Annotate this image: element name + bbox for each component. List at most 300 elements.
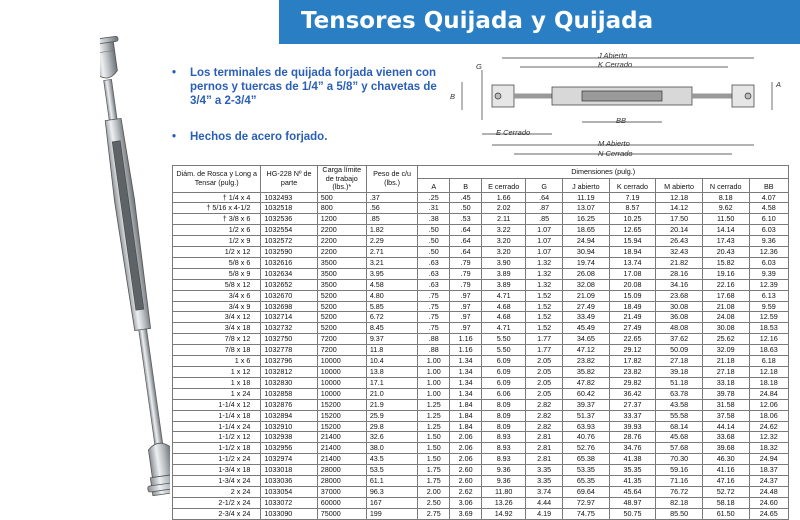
table-cell: 12.18 <box>656 192 703 203</box>
table-cell: 5/8 x 6 <box>173 257 261 268</box>
table-cell: 11.19 <box>563 192 610 203</box>
table-cell: .75 <box>418 290 450 301</box>
table-cell: .88 <box>418 345 450 356</box>
table-cell: 2.11 <box>482 214 526 225</box>
table-cell: 2.06 <box>450 432 482 443</box>
table-cell: 23.82 <box>563 356 610 367</box>
table-cell: 33.68 <box>702 432 749 443</box>
table-cell: 1/2 x 9 <box>173 236 261 247</box>
table-cell: 2.82 <box>526 410 563 421</box>
table-cell: 8.57 <box>609 203 656 214</box>
table-cell: 3.20 <box>482 236 526 247</box>
dim-label-b: B <box>450 92 456 101</box>
table-cell: .50 <box>418 225 450 236</box>
table-cell: 16.25 <box>563 214 610 225</box>
feature-text: Los terminales de quijada forjada vienen con pernos y tuercas de 1/4” a 5/8” y chavetas de 3/4” a 2-3/4” <box>190 67 437 107</box>
table-cell: 1-1/2 x 18 <box>173 443 261 454</box>
table-cell: .79 <box>450 257 482 268</box>
table-cell: 21400 <box>317 443 366 454</box>
table-cell: .63 <box>418 279 450 290</box>
table-cell: 3.89 <box>482 268 526 279</box>
table-cell: 43.5 <box>366 454 418 465</box>
dim-header-cell: G <box>526 179 563 192</box>
table-cell: 32.09 <box>702 345 749 356</box>
table-cell: 12.16 <box>749 334 789 345</box>
table-cell: 96.3 <box>366 486 418 497</box>
table-cell: 32.6 <box>366 432 418 443</box>
table-cell: 3.35 <box>526 476 563 487</box>
table-cell: 41.16 <box>702 465 749 476</box>
table-cell: .53 <box>450 214 482 225</box>
table-cell: 40.76 <box>563 432 610 443</box>
table-cell: 10000 <box>317 388 366 399</box>
table-cell: 68.14 <box>656 421 703 432</box>
table-cell: 26.08 <box>563 268 610 279</box>
table-cell: 7200 <box>317 345 366 356</box>
table-cell: 5.50 <box>482 334 526 345</box>
table-row <box>173 399 789 410</box>
table-cell: 2.02 <box>482 203 526 214</box>
table-cell: 21400 <box>317 432 366 443</box>
table-cell: 44.14 <box>702 421 749 432</box>
table-cell: 17.1 <box>366 377 418 388</box>
table-row <box>173 476 789 487</box>
table-row <box>173 225 789 236</box>
table-cell: 1033054 <box>261 486 317 497</box>
table-cell: 6.03 <box>749 225 789 236</box>
table-cell: 8.09 <box>482 421 526 432</box>
dimension-diagram <box>442 50 800 162</box>
table-cell: 2-1/2 x 24 <box>173 497 261 508</box>
dim-header-cell: A <box>418 179 450 192</box>
table-cell: 3.95 <box>366 268 418 279</box>
table-cell: 1032670 <box>261 290 317 301</box>
table-cell: 53.35 <box>563 465 610 476</box>
table-cell: 4.68 <box>482 312 526 323</box>
table-row <box>173 388 789 399</box>
feature-item <box>172 66 447 108</box>
table-cell: 1032616 <box>261 257 317 268</box>
header-weight: Peso de c/u (lbs.) <box>366 166 418 193</box>
table-cell: 9.36 <box>482 465 526 476</box>
table-cell: 41.38 <box>609 454 656 465</box>
table-cell: 1032830 <box>261 377 317 388</box>
table-cell: 24.65 <box>749 508 789 519</box>
table-cell: .87 <box>526 203 563 214</box>
table-cell: .25 <box>418 192 450 203</box>
dim-label-g: G <box>476 62 482 71</box>
table-cell: 39.68 <box>702 443 749 454</box>
table-cell: 15200 <box>317 399 366 410</box>
table-cell: 3.89 <box>482 279 526 290</box>
table-cell: 69.64 <box>563 486 610 497</box>
table-cell: 1 x 12 <box>173 367 261 378</box>
table-cell: 5.50 <box>482 345 526 356</box>
table-cell: 13.07 <box>563 203 610 214</box>
table-cell: 5200 <box>317 301 366 312</box>
table-cell: 37.58 <box>702 410 749 421</box>
table-cell: 23.68 <box>656 290 703 301</box>
table-cell: 8.18 <box>702 192 749 203</box>
table-row <box>173 279 789 290</box>
table-cell: .88 <box>418 334 450 345</box>
table-cell: 1.50 <box>418 454 450 465</box>
table-cell: 7/8 x 12 <box>173 334 261 345</box>
table-row <box>173 290 789 301</box>
table-cell: 22.16 <box>702 279 749 290</box>
table-row <box>173 268 789 279</box>
table-cell: 70.30 <box>656 454 703 465</box>
table-cell: 9.36 <box>482 476 526 487</box>
table-cell: 3.20 <box>482 247 526 258</box>
table-cell: 72.97 <box>563 497 610 508</box>
table-cell: 52.72 <box>702 486 749 497</box>
table-row <box>173 410 789 421</box>
table-cell: 27.37 <box>609 399 656 410</box>
table-cell: 53.5 <box>366 465 418 476</box>
table-cell: 9.37 <box>366 334 418 345</box>
table-cell: 15.94 <box>609 236 656 247</box>
table-cell: 24.62 <box>749 421 789 432</box>
table-cell: 4.68 <box>482 301 526 312</box>
table-cell: 12.06 <box>749 399 789 410</box>
dim-label-n: N Cerrado <box>598 149 633 158</box>
table-cell: 28.76 <box>609 432 656 443</box>
table-cell: .37 <box>366 192 418 203</box>
table-cell: .75 <box>418 301 450 312</box>
table-cell: 1-1/2 x 12 <box>173 432 261 443</box>
table-cell: 1 x 18 <box>173 377 261 388</box>
table-cell: 18.65 <box>563 225 610 236</box>
table-cell: 1032876 <box>261 399 317 410</box>
table-cell: 29.12 <box>609 345 656 356</box>
table-cell: 2 x 24 <box>173 486 261 497</box>
table-cell: 3/4 x 18 <box>173 323 261 334</box>
table-cell: 2.81 <box>526 454 563 465</box>
table-cell: 28.16 <box>656 268 703 279</box>
table-cell: 1-1/4 x 24 <box>173 421 261 432</box>
dim-label-m: M Abierto <box>598 139 630 148</box>
table-cell: 14.12 <box>656 203 703 214</box>
table-cell: 3/4 x 12 <box>173 312 261 323</box>
table-cell: † 5/16 x 4-1/2 <box>173 203 261 214</box>
table-cell: 1032750 <box>261 334 317 345</box>
table-cell: 1.84 <box>450 410 482 421</box>
table-cell: 8.09 <box>482 399 526 410</box>
table-cell: 11.50 <box>702 214 749 225</box>
table-cell: 1.16 <box>450 345 482 356</box>
table-cell: 39.93 <box>609 421 656 432</box>
table-cell: 5200 <box>317 290 366 301</box>
table-cell: 21.08 <box>702 301 749 312</box>
table-cell: 1032812 <box>261 367 317 378</box>
table-cell: 4.58 <box>749 203 789 214</box>
table-cell: 8.09 <box>482 410 526 421</box>
table-cell: 2.00 <box>418 486 450 497</box>
table-cell: 33.18 <box>702 377 749 388</box>
table-cell: 2-3/4 x 24 <box>173 508 261 519</box>
table-row <box>173 508 789 519</box>
table-cell: 34.76 <box>609 443 656 454</box>
table-cell: 24.08 <box>702 312 749 323</box>
dim-header-cell: E cerrado <box>482 179 526 192</box>
table-cell: 5.85 <box>366 301 418 312</box>
table-cell: 82.18 <box>656 497 703 508</box>
table-cell: 63.78 <box>656 388 703 399</box>
table-cell: 800 <box>317 203 366 214</box>
table-cell: 9.59 <box>749 301 789 312</box>
table-cell: .64 <box>450 236 482 247</box>
table-cell: 8.45 <box>366 323 418 334</box>
table-cell: 1.25 <box>418 421 450 432</box>
table-row <box>173 356 789 367</box>
table-cell: 30.08 <box>702 323 749 334</box>
table-cell: 18.32 <box>749 443 789 454</box>
table-cell: 15.82 <box>702 257 749 268</box>
table-cell: 35.35 <box>609 465 656 476</box>
table-cell: 52.76 <box>563 443 610 454</box>
table-cell: 43.58 <box>656 399 703 410</box>
table-cell: 8.93 <box>482 443 526 454</box>
table-cell: 19.74 <box>563 257 610 268</box>
table-cell: 3.69 <box>450 508 482 519</box>
table-cell: 1032493 <box>261 192 317 203</box>
table-cell: 1/2 x 12 <box>173 247 261 258</box>
table-cell: 10000 <box>317 356 366 367</box>
table-cell: .97 <box>450 323 482 334</box>
table-cell: 3.22 <box>482 225 526 236</box>
table-cell: 59.16 <box>656 465 703 476</box>
table-cell: 1032732 <box>261 323 317 334</box>
table-cell: 4.58 <box>366 279 418 290</box>
table-cell: 39.78 <box>702 388 749 399</box>
feature-list <box>172 66 447 144</box>
table-cell: 1.75 <box>418 465 450 476</box>
table-cell: 18.63 <box>749 345 789 356</box>
table-cell: 1032554 <box>261 225 317 236</box>
table-cell: 19.16 <box>702 268 749 279</box>
table-cell: 85.50 <box>656 508 703 519</box>
table-cell: 18.18 <box>749 377 789 388</box>
table-cell: 1032894 <box>261 410 317 421</box>
table-cell: 47.82 <box>563 377 610 388</box>
table-cell: 1/2 x 6 <box>173 225 261 236</box>
table-cell: 13.74 <box>609 257 656 268</box>
table-cell: 12.36 <box>749 247 789 258</box>
table-cell: .63 <box>418 257 450 268</box>
table-cell: 28000 <box>317 476 366 487</box>
table-cell: .56 <box>366 203 418 214</box>
table-cell: 10000 <box>317 367 366 378</box>
table-cell: 1032714 <box>261 312 317 323</box>
table-cell: † 1/4 x 4 <box>173 192 261 203</box>
table-row <box>173 486 789 497</box>
table-cell: 2200 <box>317 225 366 236</box>
table-cell: .63 <box>418 268 450 279</box>
table-cell: 21.0 <box>366 388 418 399</box>
table-body <box>173 192 789 519</box>
table-cell: 24.94 <box>563 236 610 247</box>
table-cell: 17.43 <box>702 236 749 247</box>
table-cell: 1200 <box>317 214 366 225</box>
table-cell: 4.71 <box>482 290 526 301</box>
table-cell: .45 <box>450 192 482 203</box>
table-cell: 2.62 <box>450 486 482 497</box>
dim-header-cell: K cerrado <box>609 179 656 192</box>
table-cell: 14.14 <box>702 225 749 236</box>
table-cell: 22.65 <box>609 334 656 345</box>
table-cell: 21.18 <box>702 356 749 367</box>
table-cell: 1.52 <box>526 301 563 312</box>
table-cell: 14.92 <box>482 508 526 519</box>
table-cell: 1-3/4 x 24 <box>173 476 261 487</box>
table-cell: 1032698 <box>261 301 317 312</box>
header-dimensions: Dimensiones (pulg.) <box>418 166 789 179</box>
header-part-number: HG-228 Nº de parte <box>261 166 317 193</box>
table-cell: 29.82 <box>609 377 656 388</box>
table-cell: 9.39 <box>749 268 789 279</box>
table-cell: 27.49 <box>609 323 656 334</box>
table-cell: 2.05 <box>526 367 563 378</box>
table-row <box>173 236 789 247</box>
table-cell: 6.03 <box>749 257 789 268</box>
table-cell: 2.82 <box>526 421 563 432</box>
table-cell: 1032974 <box>261 454 317 465</box>
table-cell: 4.19 <box>526 508 563 519</box>
table-cell: 1032778 <box>261 345 317 356</box>
table-row <box>173 301 789 312</box>
table-cell: 1.32 <box>526 279 563 290</box>
table-cell: 32.43 <box>656 247 703 258</box>
table-row <box>173 345 789 356</box>
table-row <box>173 334 789 345</box>
table-cell: 15200 <box>317 421 366 432</box>
table-cell: 23.82 <box>609 367 656 378</box>
table-cell: 45.49 <box>563 323 610 334</box>
table-cell: 7.19 <box>609 192 656 203</box>
table-cell: 1-3/4 x 18 <box>173 465 261 476</box>
table-cell: 1 x 24 <box>173 388 261 399</box>
table-cell: 1.82 <box>366 225 418 236</box>
table-cell: 2.75 <box>418 508 450 519</box>
table-row <box>173 432 789 443</box>
table-row <box>173 377 789 388</box>
table-cell: 47.12 <box>563 345 610 356</box>
table-cell: 24.84 <box>749 388 789 399</box>
table-cell: 6.09 <box>482 367 526 378</box>
table-cell: .97 <box>450 312 482 323</box>
table-cell: 12.59 <box>749 312 789 323</box>
table-cell: 5200 <box>317 312 366 323</box>
feature-item <box>172 130 447 144</box>
table-row <box>173 323 789 334</box>
table-cell: 1032910 <box>261 421 317 432</box>
table-cell: 1.52 <box>526 290 563 301</box>
table-cell: 13.26 <box>482 497 526 508</box>
table-cell: 1032572 <box>261 236 317 247</box>
table-cell: 60000 <box>317 497 366 508</box>
table-cell: 3/4 x 9 <box>173 301 261 312</box>
table-cell: † 3/8 x 6 <box>173 214 261 225</box>
table-cell: 12.18 <box>749 367 789 378</box>
table-cell: 65.38 <box>563 454 610 465</box>
table-cell: 500 <box>317 192 366 203</box>
table-cell: 1032518 <box>261 203 317 214</box>
table-cell: .64 <box>450 247 482 258</box>
table-cell: 2.60 <box>450 476 482 487</box>
table-cell: 27.18 <box>702 367 749 378</box>
table-cell: 1033018 <box>261 465 317 476</box>
table-cell: 41.35 <box>609 476 656 487</box>
table-cell: 2.29 <box>366 236 418 247</box>
table-cell: 1032652 <box>261 279 317 290</box>
table-cell: 76.72 <box>656 486 703 497</box>
table-row <box>173 367 789 378</box>
table-cell: 37.62 <box>656 334 703 345</box>
table-cell: 17.68 <box>702 290 749 301</box>
table-cell: 1.66 <box>482 192 526 203</box>
table-cell: 18.49 <box>609 301 656 312</box>
table-cell: .50 <box>418 236 450 247</box>
table-cell: 1.34 <box>450 377 482 388</box>
table-cell: 36.42 <box>609 388 656 399</box>
table-cell: 30.94 <box>563 247 610 258</box>
table-cell: 1.77 <box>526 334 563 345</box>
table-cell: 30.08 <box>656 301 703 312</box>
table-cell: 24.94 <box>749 454 789 465</box>
table-cell: 1033036 <box>261 476 317 487</box>
table-cell: 61.50 <box>702 508 749 519</box>
table-cell: 1.00 <box>418 356 450 367</box>
table-cell: 31.58 <box>702 399 749 410</box>
table-cell: 2200 <box>317 247 366 258</box>
table-cell: 55.58 <box>656 410 703 421</box>
table-cell: 2.05 <box>526 356 563 367</box>
table-cell: 57.68 <box>656 443 703 454</box>
table-cell: 9.36 <box>749 236 789 247</box>
table-cell: 37000 <box>317 486 366 497</box>
bullet-dot-icon: • <box>172 67 177 79</box>
table-row <box>173 465 789 476</box>
dim-header-cell: M abierto <box>656 179 703 192</box>
dim-header-cell: N cerrado <box>702 179 749 192</box>
table-cell: 6.09 <box>482 356 526 367</box>
table-cell: 1-1/2 x 24 <box>173 454 261 465</box>
table-cell: 1.32 <box>526 257 563 268</box>
table-cell: 39.37 <box>563 399 610 410</box>
table-cell: 65.35 <box>563 476 610 487</box>
table-cell: 12.32 <box>749 432 789 443</box>
table-row <box>173 203 789 214</box>
table-cell: 47.16 <box>702 476 749 487</box>
table-cell: 5/8 x 12 <box>173 279 261 290</box>
table-cell: .85 <box>366 214 418 225</box>
table-cell: 2200 <box>317 236 366 247</box>
table-cell: 13.8 <box>366 367 418 378</box>
table-cell: 28000 <box>317 465 366 476</box>
table-cell: .64 <box>526 192 563 203</box>
table-cell: 1-1/4 x 12 <box>173 399 261 410</box>
table-cell: 15200 <box>317 410 366 421</box>
table-cell: 2.60 <box>450 465 482 476</box>
table-cell: 1032536 <box>261 214 317 225</box>
table-cell: 1.77 <box>526 345 563 356</box>
table-cell: 74.75 <box>563 508 610 519</box>
table-cell: 60.42 <box>563 388 610 399</box>
table-cell: 10.4 <box>366 356 418 367</box>
table-cell: 4.07 <box>749 192 789 203</box>
table-cell: 1.07 <box>526 247 563 258</box>
